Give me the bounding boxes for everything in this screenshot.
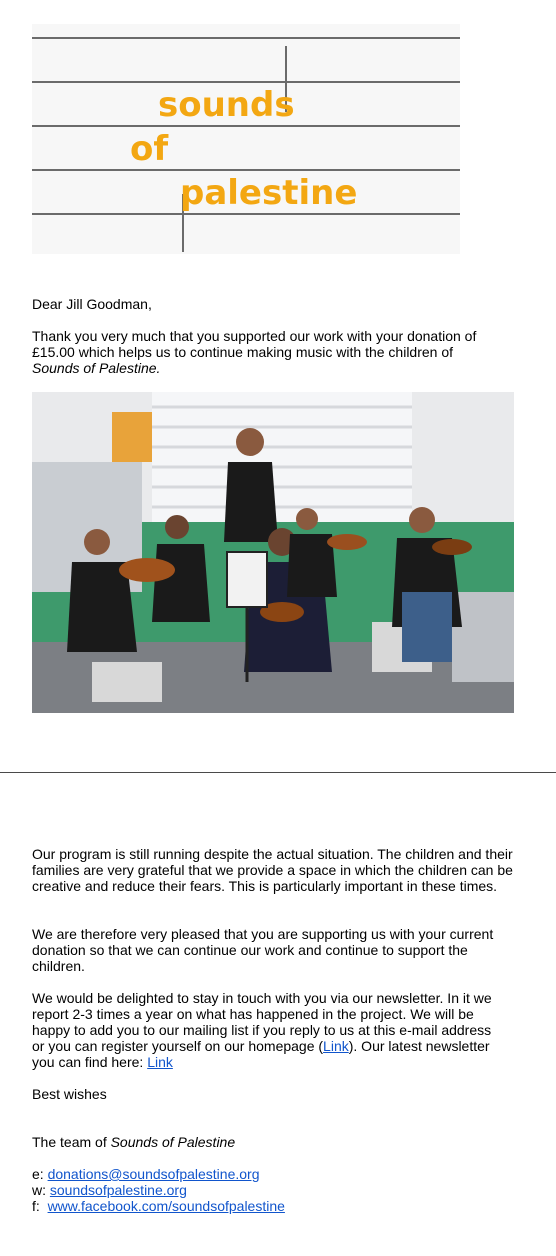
newsletter-link[interactable]: Link xyxy=(147,1054,173,1070)
pleased-paragraph: We are therefore very pleased that you are supporting us with your current donation so that we can continue our work and continue to support the children. xyxy=(32,926,494,974)
newsletter-text-a: We would be delighted to stay in touch with you via our newsletter. In it we report 2-3 times a year on what has happened in the project. We will be happy to add you to our mailing list if you reply to us at this e-mail address or you can register yourself on our homepage ( xyxy=(32,990,492,1054)
logo-text-of: of xyxy=(130,129,169,169)
homepage-link[interactable]: Link xyxy=(323,1038,349,1054)
newsletter-text-b: ). Our latest newsletter you can find here: xyxy=(32,1038,490,1070)
logo-graphic xyxy=(32,24,460,254)
greeting: Dear Jill Goodman, xyxy=(32,296,152,312)
facebook-label: f: xyxy=(32,1198,40,1214)
contact-web-line xyxy=(32,1182,522,1198)
contact-block xyxy=(32,1166,522,1214)
thanks-paragraph xyxy=(32,328,492,376)
facebook-link[interactable]: www.facebook.com/soundsofpalestine xyxy=(47,1198,285,1214)
website-link[interactable]: soundsofpalestine.org xyxy=(49,1182,187,1198)
program-paragraph: Our program is still running despite the actual situation. The children and their families are very grateful that we provide a space in which the children can be creative and reduce their fears. This is particularly important in these times. xyxy=(32,846,513,894)
contact-facebook-line xyxy=(32,1198,522,1214)
thanks-text: Thank you very much that you supported our work with your donation of £15.00 which helps us to continue making music with the children of xyxy=(32,328,477,360)
email-label: e: xyxy=(32,1166,44,1182)
signature-prefix: The team of xyxy=(32,1134,111,1150)
children-violin-photo xyxy=(32,392,514,713)
signature-org: Sounds of Palestine xyxy=(110,1134,236,1150)
closing: Best wishes xyxy=(32,1086,107,1102)
photo-graphic xyxy=(32,392,514,713)
email-link[interactable]: donations@soundsofpalestine.org xyxy=(47,1166,260,1182)
section-divider xyxy=(0,772,556,773)
logo-text-sounds: sounds xyxy=(158,85,295,125)
signature xyxy=(32,1134,522,1150)
web-label: w: xyxy=(32,1182,46,1198)
org-name: Sounds of Palestine. xyxy=(32,360,161,376)
contact-email-line xyxy=(32,1166,522,1182)
sounds-of-palestine-logo xyxy=(32,24,460,254)
logo-text-palestine: palestine xyxy=(180,173,358,213)
newsletter-paragraph xyxy=(32,990,504,1070)
